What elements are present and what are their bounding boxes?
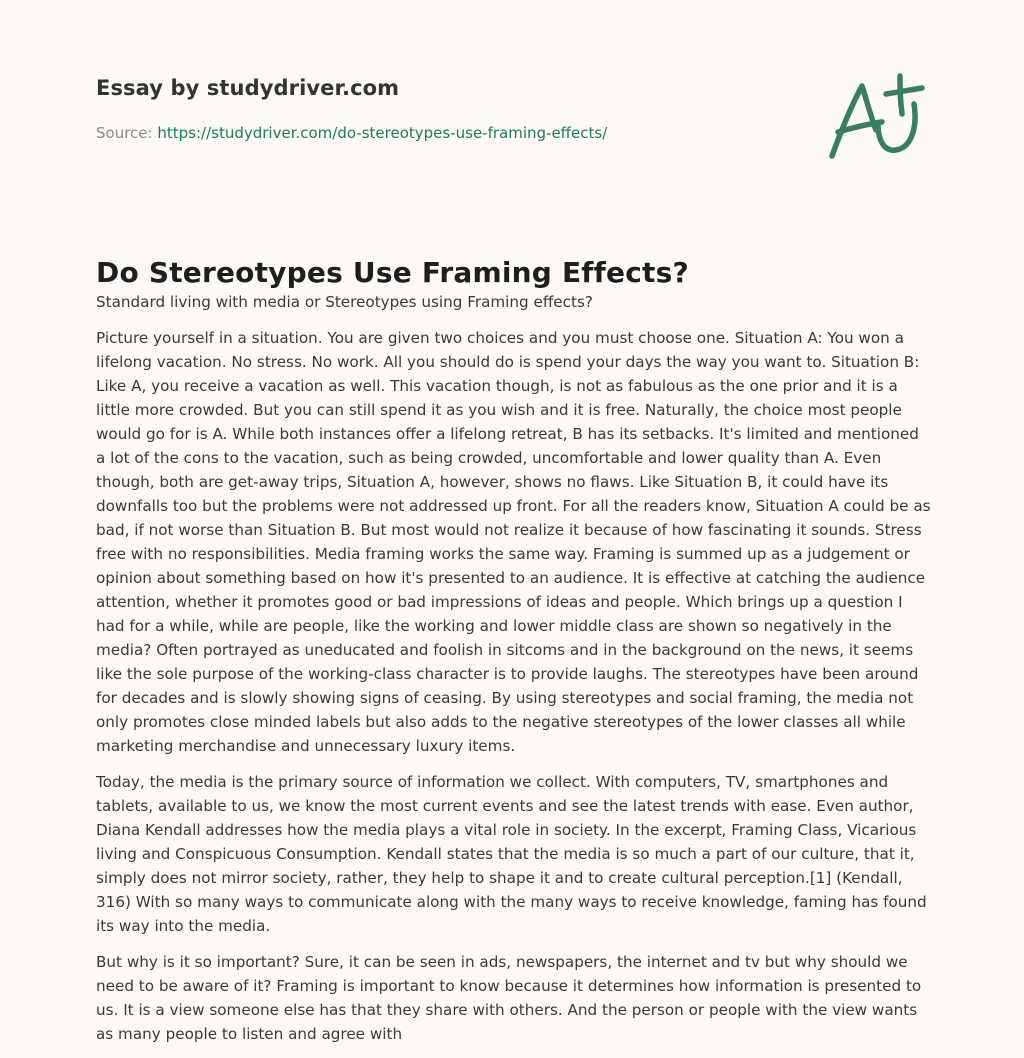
- essay-paragraph: But why is it so important? Sure, it can be seen in ads, newspapers, the internet and tv but why should we need to be aware of it? Framing is important to know because it determines how information is presented to us. It is a view someone else has that they share with others. And the person or people with the view wants as many people to listen and agree with: [96, 953, 922, 1043]
- essay-paragraph: Picture yourself in a situation. You are given two choices and you must choose one. Situation A: You won a lifelong vacation. No stress. No work. All you should do is spend your days the way you want to. Situation B: Like A, you receive a vacation as well. This vacation though, is not as fabulous as the one prior and it is a little more crowded. But you can still spend it as you wish and it is free. Naturally, the choice most people would go for is A. While both instances offer a lifelong retreat, B has its setbacks. It's limited and mentioned a lot of the cons to the vacation, such as being crowded, uncomfortable and lower quality than A. Even though, both are get-away trips, Situation A, however, shows no flaws. Like Situation B, it could have its downfalls too but the problems were not addressed up front. For all the readers know, Situation A could be as bad, if not worse than Situation B. But most would not realize it because of how fascinating it sounds. Stress free with no responsibilities. Media framing works the same way. Framing is summed up as a judgement or opinion about something based on how it's presented to an audience. It is effective at catching the audience attention, whether it promotes good or bad impressions of ideas and people. Which brings up a question I had for a while, while are people, like the working and lower middle class are shown so negatively in the media? Often portrayed as uneducated and foolish in sitcoms and in the background on the news, it seems like the sole purpose of the working-class character is to provide laughs. The stereotypes have been around for decades and is slowly showing signs of ceasing. By using stereotypes and social framing, the media not only promotes close minded labels but also adds to the negative stereotypes of the lower classes all while marketing merchandise and unnecessary luxury items.: [96, 329, 931, 755]
- a-plus-grade-icon: [826, 68, 926, 164]
- essay-subtitle: Standard living with media or Stereotypes using Framing effects?: [96, 293, 593, 311]
- site-title: Essay by studydriver.com: [96, 76, 400, 100]
- essay-paragraph: Today, the media is the primary source of information we collect. With computers, TV, smartphones and tablets, available to us, we know the most current events and see the latest trends with ease. Even author, Diana Kendall addresses how the media plays a vital role in society. In the excerpt, Framing Class, Vicarious living and Conspicuous Consumption. Kendall states that the media is so much a part of our culture, that it, simply does not mirror society, rather, they help to shape it and to create cultural perception.[1] (Kendall, 316) With so many ways to communicate along with the many ways to receive knowledge, faming has found its way into the media.: [96, 773, 927, 935]
- essay-title: Do Stereotypes Use Framing Effects?: [96, 256, 689, 289]
- essay-body: [96, 290, 932, 1058]
- source-label: Source:: [96, 124, 153, 142]
- source-line: [96, 124, 607, 142]
- source-link[interactable]: https://studydriver.com/do-stereotypes-use-framing-effects/: [157, 124, 608, 142]
